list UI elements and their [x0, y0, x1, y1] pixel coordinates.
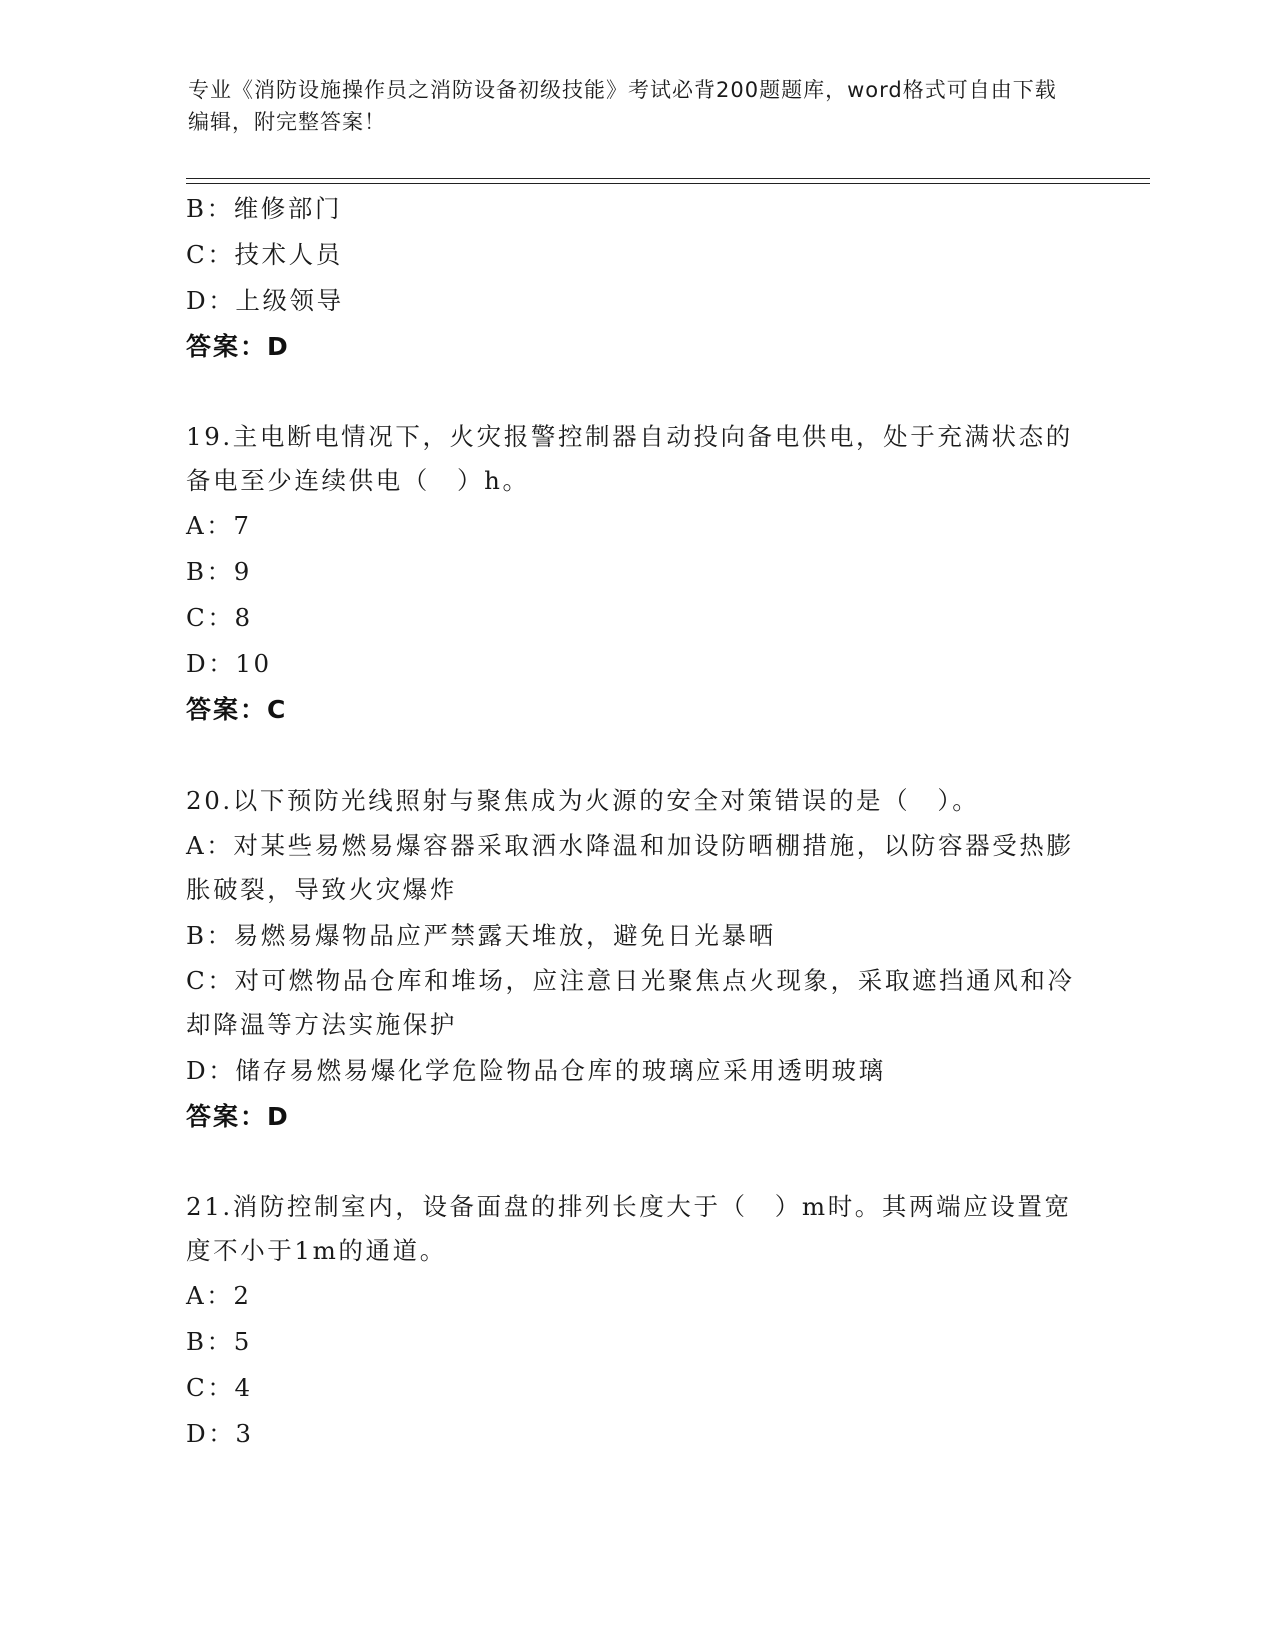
option-item: D：上级领导 — [186, 286, 344, 315]
option-item: A：2 — [186, 1281, 252, 1310]
option-item: C：对可燃物品仓库和堆场，应注意日光聚焦点火现象，采取遮挡通风和冷却降温等方法实施保护 — [186, 966, 1075, 1039]
option-item: B：易燃易爆物品应严禁露天堆放，避免日光暴晒 — [186, 921, 776, 950]
answer-line: 答案：C — [186, 695, 288, 724]
question-text: 20.以下预防光线照射与聚焦成为火源的安全对策错误的是（ ）。 — [186, 786, 980, 815]
question-21 — [186, 1185, 1086, 1457]
option-item: B：5 — [186, 1327, 252, 1356]
option-item: C：技术人员 — [186, 240, 343, 269]
option-item: D：储存易燃易爆化学危险物品仓库的玻璃应采用透明玻璃 — [186, 1056, 886, 1085]
option-item: C：4 — [186, 1373, 253, 1402]
question-19 — [186, 415, 1086, 733]
option-item: D：3 — [186, 1419, 254, 1448]
option-item: C：8 — [186, 603, 253, 632]
page-header: 专业《消防设施操作员之消防设备初级技能》考试必背200题题库，word格式可自由下载编辑，附完整答案！ — [188, 78, 1057, 134]
option-item: B：维修部门 — [186, 194, 343, 223]
header-divider — [186, 178, 1150, 179]
header-divider — [186, 183, 1150, 184]
option-item: A：对某些易燃易爆容器采取洒水降温和加设防晒棚措施，以防容器受热膨胀破裂，导致火灾爆炸 — [186, 831, 1074, 904]
option-item: B：9 — [186, 557, 252, 586]
question-20 — [186, 778, 1086, 1140]
answer-line: 答案：D — [186, 332, 290, 361]
question-text: 21.消防控制室内，设备面盘的排列长度大于（ ）m时。其两端应设置宽度不小于1m的通道。 — [186, 1192, 1072, 1265]
document-body — [186, 186, 1086, 1457]
option-item: A：7 — [186, 511, 252, 540]
question-text: 19.主电断电情况下，火灾报警控制器自动投向备电供电，处于充满状态的备电至少连续供电（ ）h。 — [186, 422, 1073, 495]
answer-line: 答案：D — [186, 1102, 290, 1131]
option-item: D：10 — [186, 649, 272, 678]
